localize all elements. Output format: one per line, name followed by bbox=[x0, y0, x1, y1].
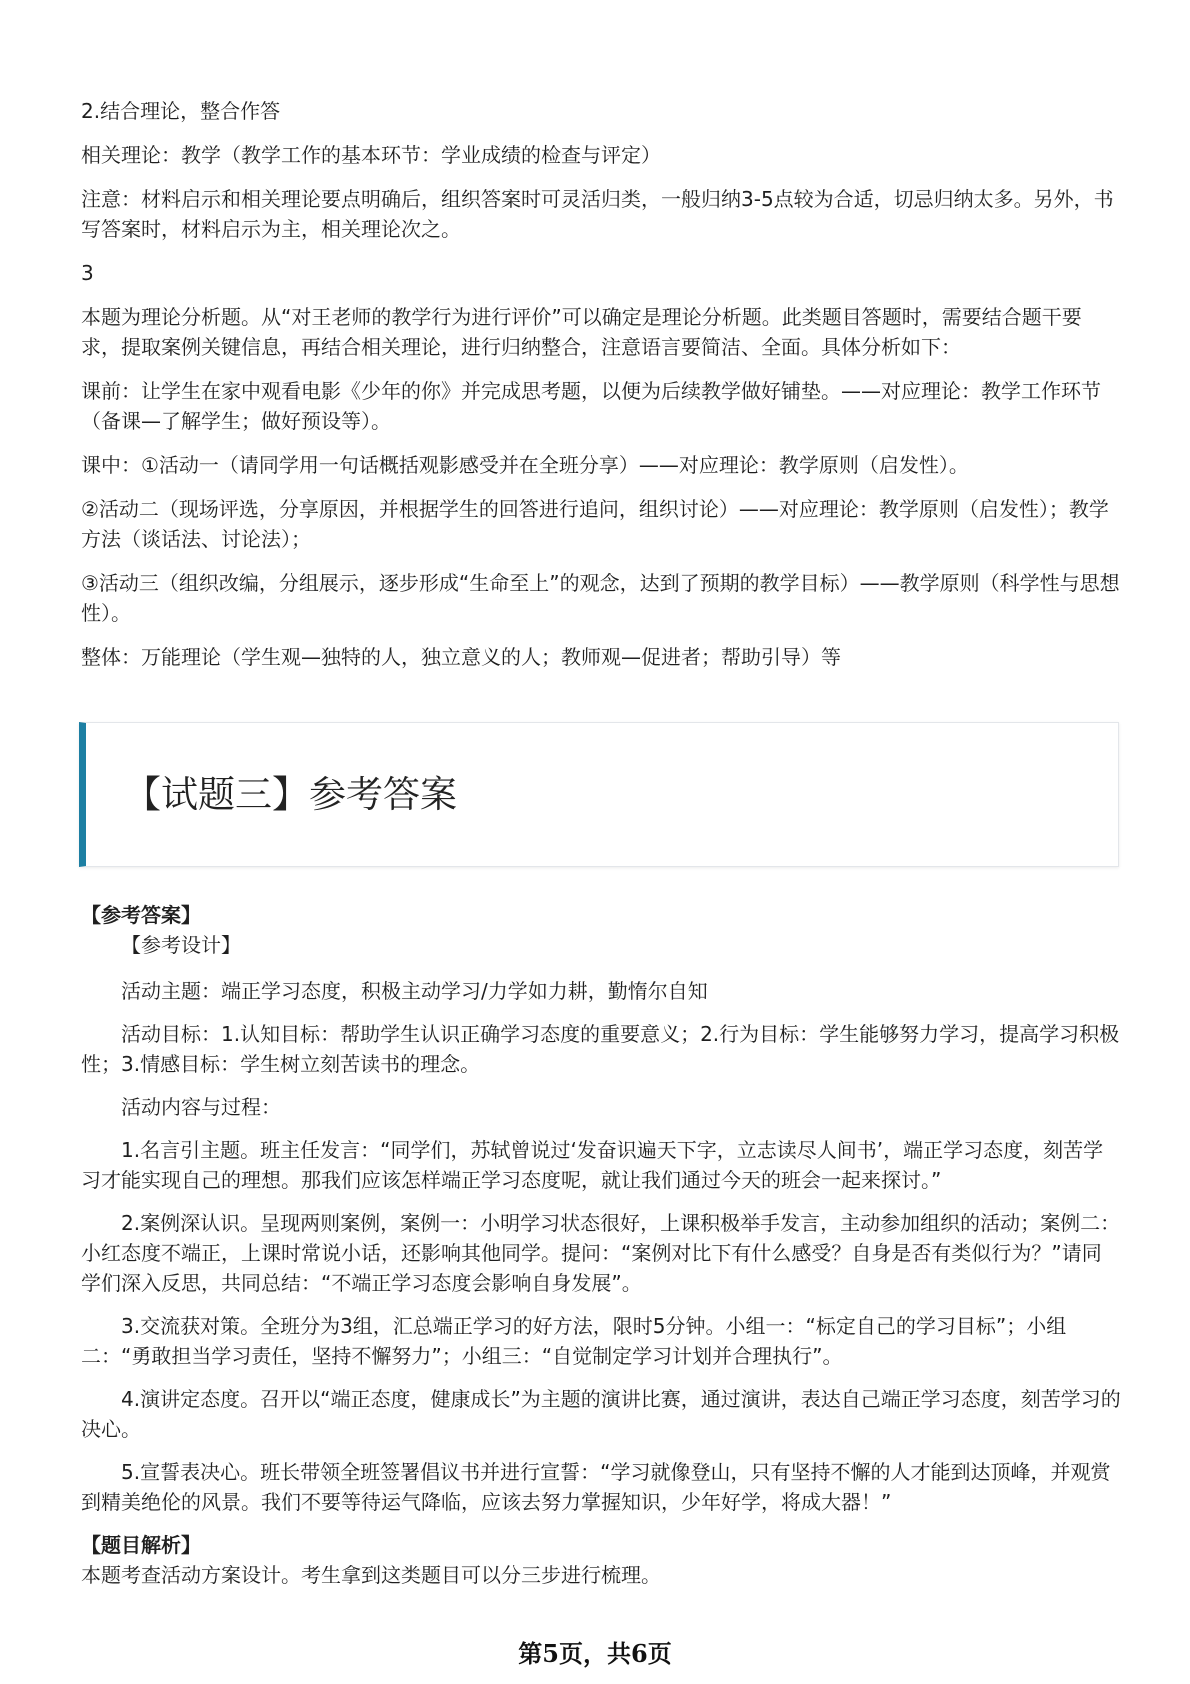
paragraph: 整体：万能理论（学生观—独特的人，独立意义的人；教师观—促进者；帮助引导）等 bbox=[81, 645, 841, 669]
paragraph: 本题为理论分析题。从“对王老师的教学行为进行评价”可以确定是理论分析题。此类题目答题时，需要结合题干要求，提取案例关键信息，再结合相关理论，进行归纳整合，注意语言要简洁、全面。具体分析如下： bbox=[81, 305, 1082, 359]
analysis-heading: 【题目解析】 bbox=[81, 1533, 201, 1557]
answer-paragraph: 5.宣誓表决心。班长带领全班签署倡议书并进行宣誓：“学习就像登山，只有坚持不懈的人才能到达顶峰，并观赏到精美绝伦的风景。我们不要等待运气降临，应该去努力掌握知识，少年好学，将成大器！” bbox=[81, 1460, 1111, 1514]
section-header-box bbox=[79, 722, 1119, 867]
section-title: 【试题三】参考答案 bbox=[124, 773, 457, 816]
page-number: 第5页，共6页 bbox=[518, 1639, 672, 1668]
answer-block bbox=[81, 900, 1121, 1590]
paragraph: 课中：①活动一（请同学用一句话概括观影感受并在全班分享）——对应理论：教学原则（启发性）。 bbox=[81, 453, 969, 477]
answer-subheading: 【参考设计】 bbox=[121, 933, 241, 957]
analysis-text-block bbox=[81, 96, 1121, 686]
answer-paragraph: 3.交流获对策。全班分为3组，汇总端正学习的好方法，限时5分钟。小组一：“标定自己的学习目标”；小组二：“勇敢担当学习责任，坚持不懈努力”；小组三：“自觉制定学习计划并合理执行”。 bbox=[81, 1314, 1067, 1368]
paragraph: ②活动二（现场评选，分享原因，并根据学生的回答进行追问，组织讨论）——对应理论：教学原则（启发性）；教学方法（谈话法、讨论法）； bbox=[81, 497, 1109, 551]
answer-heading: 【参考答案】 bbox=[81, 903, 201, 927]
paragraph: 3 bbox=[81, 261, 94, 285]
paragraph: 2.结合理论，整合作答 bbox=[81, 99, 281, 123]
paragraph: 相关理论：教学（教学工作的基本环节：学业成绩的检查与评定） bbox=[81, 143, 661, 167]
paragraph: 课前：让学生在家中观看电影《少年的你》并完成思考题，以便为后续教学做好铺垫。——对应理论：教学工作环节（备课—了解学生；做好预设等）。 bbox=[81, 379, 1101, 433]
answer-paragraph: 活动主题：端正学习态度，积极主动学习/力学如力耕，勤惰尔自知 bbox=[121, 979, 708, 1003]
paragraph: ③活动三（组织改编，分组展示，逐步形成“生命至上”的观念，达到了预期的教学目标）——教学原则（科学性与思想性）。 bbox=[81, 571, 1120, 625]
answer-paragraph: 4.演讲定态度。召开以“端正态度，健康成长”为主题的演讲比赛，通过演讲，表达自己端正学习态度，刻苦学习的决心。 bbox=[81, 1387, 1121, 1441]
analysis-text: 本题考查活动方案设计。考生拿到这类题目可以分三步进行梳理。 bbox=[81, 1563, 661, 1587]
answer-paragraph: 1.名言引主题。班主任发言：“同学们，苏轼曾说过‘发奋识遍天下字，立志读尽人间书’，端正学习态度，刻苦学习才能实现自己的理想。那我们应该怎样端正学习态度呢，就让我们通过今天的班会一起来探讨。” bbox=[81, 1138, 1104, 1192]
answer-paragraph: 活动内容与过程： bbox=[121, 1095, 281, 1119]
answer-paragraph: 2.案例深认识。呈现两则案例，案例一：小明学习状态很好，上课积极举手发言，主动参加组织的活动；案例二：小红态度不端正，上课时常说小话，还影响其他同学。提问：“案例对比下有什么感受？自身是否有类似行为？”请同学们深入反思，共同总结：“不端正学习态度会影响自身发展”。 bbox=[81, 1211, 1121, 1295]
answer-paragraph: 活动目标：1.认知目标：帮助学生认识正确学习态度的重要意义；2.行为目标：学生能够努力学习，提高学习积极性；3.情感目标：学生树立刻苦读书的理念。 bbox=[81, 1022, 1120, 1076]
paragraph: 注意：材料启示和相关理论要点明确后，组织答案时可灵活归类，一般归纳3-5点较为合适，切忌归纳太多。另外，书写答案时，材料启示为主，相关理论次之。 bbox=[81, 187, 1114, 241]
